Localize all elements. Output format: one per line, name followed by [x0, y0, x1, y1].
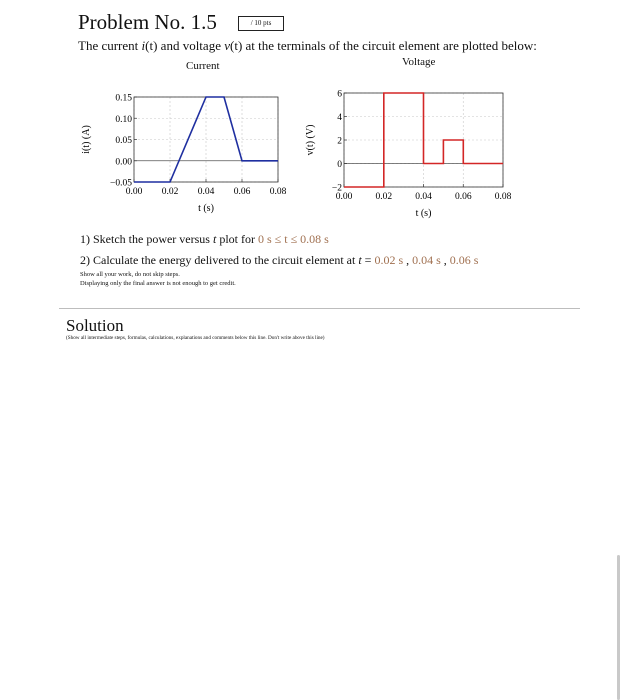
q2-var: t — [358, 253, 362, 267]
q1-var: t — [212, 232, 217, 246]
y-tick-label: 6 — [337, 89, 342, 100]
x-tick-label: 0.06 — [454, 192, 472, 202]
x-tick-label: 0.00 — [125, 187, 143, 197]
intro-text-1: The current — [78, 38, 142, 53]
vertical-scrollbar[interactable] — [617, 555, 620, 700]
q1-range: 0 s ≤ t ≤ 0.08 s — [257, 232, 329, 246]
problem-intro — [78, 38, 537, 54]
x-tick-label: 0.04 — [415, 192, 432, 202]
current-grid — [134, 97, 278, 182]
voltage-plot-title: Voltage — [402, 56, 436, 68]
voltage-chart — [300, 78, 522, 228]
intro-var-v: v — [224, 38, 230, 53]
x-tick-label: 0.02 — [161, 187, 179, 197]
y-tick-label: −0.05 — [110, 178, 132, 189]
problem-title: Problem No. 1.5 — [78, 10, 217, 34]
q2-sep-2: , — [440, 253, 450, 267]
y-tick-label: 0.10 — [115, 114, 132, 125]
q2-sep-1: , — [403, 253, 413, 267]
x-tick-label: 0.06 — [233, 187, 251, 197]
voltage-ticks — [332, 90, 512, 203]
current-x-axis-label: t (s) — [198, 203, 214, 214]
q2-text: 2) Calculate the energy delivered to the circuit element at — [80, 253, 359, 267]
y-tick-label: 0.05 — [115, 136, 132, 146]
current-plot-title: Current — [186, 60, 220, 72]
voltage-x-axis-label: t (s) — [415, 208, 432, 219]
current-chart — [60, 78, 310, 228]
solution-heading: Solution — [66, 316, 124, 335]
voltage-series-line — [344, 93, 503, 187]
divider-line — [59, 308, 580, 309]
points-badge: / 10 pts — [238, 16, 284, 31]
solution-note: (Show all intermediate steps, formulas, calculations, explanations and comments below this line. Don't write above this line) — [66, 335, 325, 341]
y-tick-label: −2 — [331, 183, 342, 194]
voltage-y-axis-label: v(t) (V) — [305, 124, 316, 156]
y-tick-label: 0 — [337, 160, 342, 170]
x-tick-label: 0.04 — [197, 187, 215, 197]
current-y-axis-label: i(t) (A) — [81, 125, 92, 154]
x-tick-label: 0.00 — [335, 192, 353, 202]
x-tick-label: 0.08 — [269, 187, 287, 197]
question-2 — [80, 253, 478, 268]
x-tick-label: 0.08 — [494, 192, 512, 202]
instruction-note-1: Show all your work, do not skip steps. — [80, 271, 180, 278]
x-tick-label: 0.02 — [375, 192, 393, 202]
q2-eq: = — [361, 253, 375, 267]
y-tick-label: 4 — [337, 113, 342, 123]
y-tick-label: 0.15 — [115, 93, 132, 104]
intro-var-i: i — [141, 38, 146, 53]
intro-text-2: (t) and voltage — [145, 38, 225, 53]
q2-time-3: 0.06 s — [449, 253, 479, 267]
instruction-note-2: Displaying only the final answer is not enough to get credit. — [80, 280, 236, 287]
y-tick-label: 2 — [337, 136, 342, 147]
q2-time-2: 0.04 s — [412, 253, 441, 267]
intro-text-3: (t) at the terminals of the circuit element are plotted below: — [230, 38, 537, 53]
y-tick-label: 0.00 — [115, 157, 132, 168]
question-1 — [80, 232, 329, 247]
q1-text: 1) Sketch the power versus — [80, 232, 213, 246]
q1-mid: plot for — [216, 232, 258, 246]
q2-time-1: 0.02 s — [374, 253, 404, 267]
